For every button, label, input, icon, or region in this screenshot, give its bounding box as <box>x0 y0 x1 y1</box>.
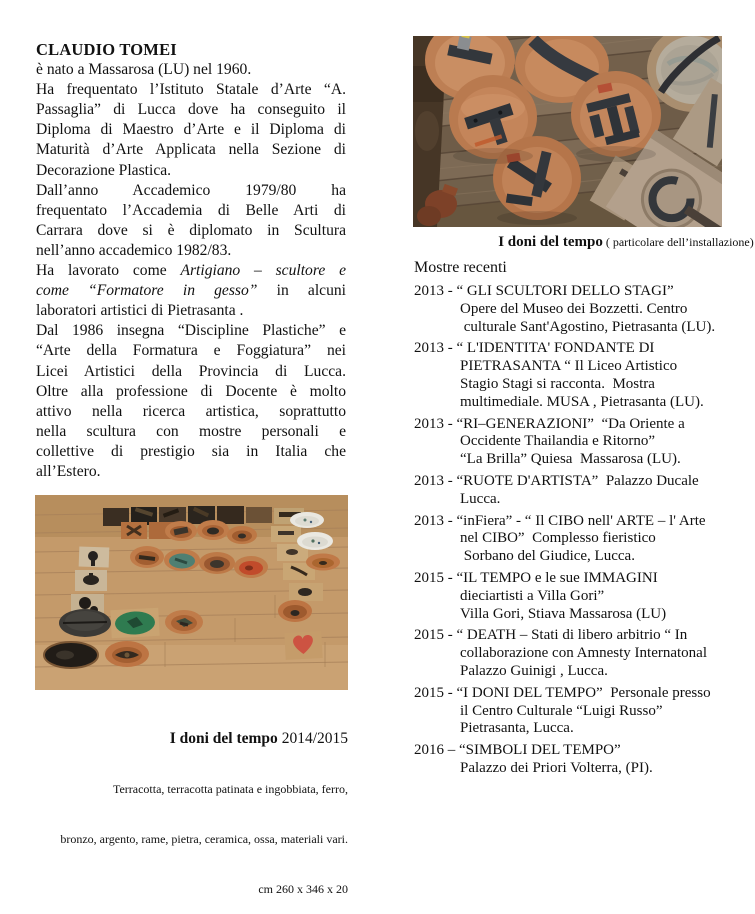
exhibition-entry <box>414 742 739 778</box>
exhibition-entry-line: multimediale. MUSA , Pietrasanta (LU). <box>460 393 704 410</box>
exhibition-entry-line: culturale Sant'Agostino, Pietrasanta (LU). <box>460 318 716 335</box>
bio-line: Maturità d’Arte Applicata nella Sezione di <box>36 141 346 159</box>
exhibition-entry-line: Villa Gori, Stiava Massarosa (LU) <box>460 605 667 622</box>
artwork-title: I doni del tempo <box>169 730 278 747</box>
exhibition-entry-first-line: 2013 - “RUOTE D'ARTISTA” Palazzo Ducale <box>414 472 699 489</box>
bio-line: “Arte della Formatura e Foggiatura” nei <box>36 342 346 360</box>
exhibition-entry-first-line: 2013 - “inFiera” - “ Il CIBO nell' ARTE – l' Arte <box>414 512 706 529</box>
exhibition-entry-line: PIETRASANTA “ Il Liceo Artistico <box>460 358 678 375</box>
exhibition-entry-first-line: 2015 - “IL TEMPO e le sue IMMAGINI <box>414 569 658 586</box>
exhibition-entry-line: Opere del Museo dei Bozzetti. Centro <box>460 300 688 317</box>
exhibition-entry <box>414 627 739 680</box>
exhibition-entry-line: dieciartisti a Villa Gori” <box>460 587 605 604</box>
installation-photo-graphic <box>35 495 348 690</box>
artwork-materials-line1: Terracotta, terracotta patinata e ingobbiata, ferro, <box>112 782 348 796</box>
artwork-dimensions: cm 260 x 346 x 20 <box>258 881 348 896</box>
bio-line: Ha lavorato come Artigiano – scultore e <box>36 262 346 280</box>
artwork-title: I doni del tempo <box>498 234 603 250</box>
bio-line: Passaglia” di Lucca dove ha conseguito il <box>36 101 346 119</box>
bio-lines <box>36 60 346 482</box>
artist-bio-section <box>36 40 346 482</box>
right-photo-caption <box>413 233 755 251</box>
installation-photo <box>35 495 348 690</box>
exhibition-entry-line: Pietrasanta, Lucca. <box>460 720 574 737</box>
exhibition-entry-first-line: 2015 - “I DONI DEL TEMPO” Personale presso <box>414 684 711 701</box>
bio-line: Dall’anno Accademico 1979/80 ha <box>36 181 346 199</box>
artwork-year: 2014/2015 <box>277 730 348 747</box>
bio-line: come “Formatore in gesso” in alcuni <box>36 282 346 300</box>
bio-line: all’Estero. <box>36 462 101 480</box>
bio-line: attivo nella ricerca artistica, soprattutto <box>36 402 346 420</box>
exhibition-entry-first-line: 2015 - “ DEATH – Stati di libero arbitrio “ In <box>414 627 688 644</box>
exhibition-entry-line: Sorbano del Giudice, Lucca. <box>460 548 635 565</box>
bio-line: Diploma di Maestro d’Arte e il Diploma di <box>36 121 346 139</box>
bio-line: Oltre alla professione di Docente è molto <box>36 382 346 400</box>
artist-name: CLAUDIO TOMEI <box>36 40 177 59</box>
exhibitions-section <box>414 258 739 782</box>
exhibition-entry <box>414 513 739 566</box>
exhibition-list <box>414 283 739 778</box>
exhibition-entry-line: Palazzo dei Priori Volterra, (PI). <box>460 759 653 776</box>
exhibition-entry-first-line: 2016 – “SIMBOLI DEL TEMPO” <box>414 742 621 759</box>
bio-line: è nato a Massarosa (LU) nel 1960. <box>36 61 252 79</box>
exhibition-entry <box>414 416 739 469</box>
bio-line: laboratori artistici di Pietrasanta . <box>36 302 244 320</box>
bio-line: nella scultura con mostre personali e <box>36 422 346 440</box>
exhibition-entry-line: nel CIBO” Complesso fieristico <box>460 530 656 547</box>
exhibition-entry-line: Lucca. <box>460 490 501 507</box>
bio-line: frequentato l’Accademia di Belle Arti di <box>36 201 346 219</box>
exhibition-entry <box>414 685 739 738</box>
exhibition-entry-line: Stagio Stagi si racconta. Mostra <box>460 375 655 392</box>
exhibition-entry-first-line: 2013 - “RI–GENERAZIONI” “Da Oriente a <box>414 415 685 432</box>
exhibition-entry-line: Palazzo Guinigi , Lucca. <box>460 662 608 679</box>
exhibition-entry <box>414 340 739 411</box>
exhibition-entry-line: Occidente Thailandia e Ritorno” <box>460 433 656 450</box>
left-caption-title-line <box>35 730 348 747</box>
exhibition-entry-first-line: 2013 - “ GLI SCULTORI DELLO STAGI” <box>414 283 674 299</box>
bio-line: Dal 1986 insegna “Discipline Plastiche” e <box>36 322 346 340</box>
exhibition-entry-first-line: 2013 - “ L'IDENTITA' FONDANTE DI <box>414 340 655 357</box>
exhibition-entry-line: collaborazione con Amnesty Internatonal <box>460 645 707 662</box>
bio-line: collettive di prestigio sia in Italia che <box>36 442 346 460</box>
exhibition-entry <box>414 473 739 509</box>
bio-line: Decorazione Plastica. <box>36 161 172 179</box>
bio-line: Licei Artistici della Provincia di Lucca. <box>36 362 346 380</box>
exhibition-entry-line: il Centro Culturale “Luigi Russo” <box>460 702 663 719</box>
left-photo-caption <box>35 694 348 914</box>
bio-line: Ha frequentato l’Istituto Statale d’Arte “A. <box>36 81 346 99</box>
artwork-materials-line2: bronzo, argento, rame, pietra, ceramica, ossa, materiali vari. <box>60 831 348 846</box>
installation-detail-photo <box>413 36 722 227</box>
exhibition-entry-line: “La Brilla” Quiesa Massarosa (LU). <box>460 451 681 468</box>
exhibition-entry <box>414 570 739 623</box>
caption-note: ( particolare dell’installazione) <box>602 235 754 249</box>
installation-detail-photo-graphic <box>413 36 722 227</box>
exhibitions-heading: Mostre recenti <box>414 259 507 276</box>
bio-line: nell’anno accademico 1982/83. <box>36 241 232 259</box>
bio-line: Carrara dove si è diplomato in Scultura <box>36 221 346 239</box>
exhibition-entry <box>414 283 739 336</box>
